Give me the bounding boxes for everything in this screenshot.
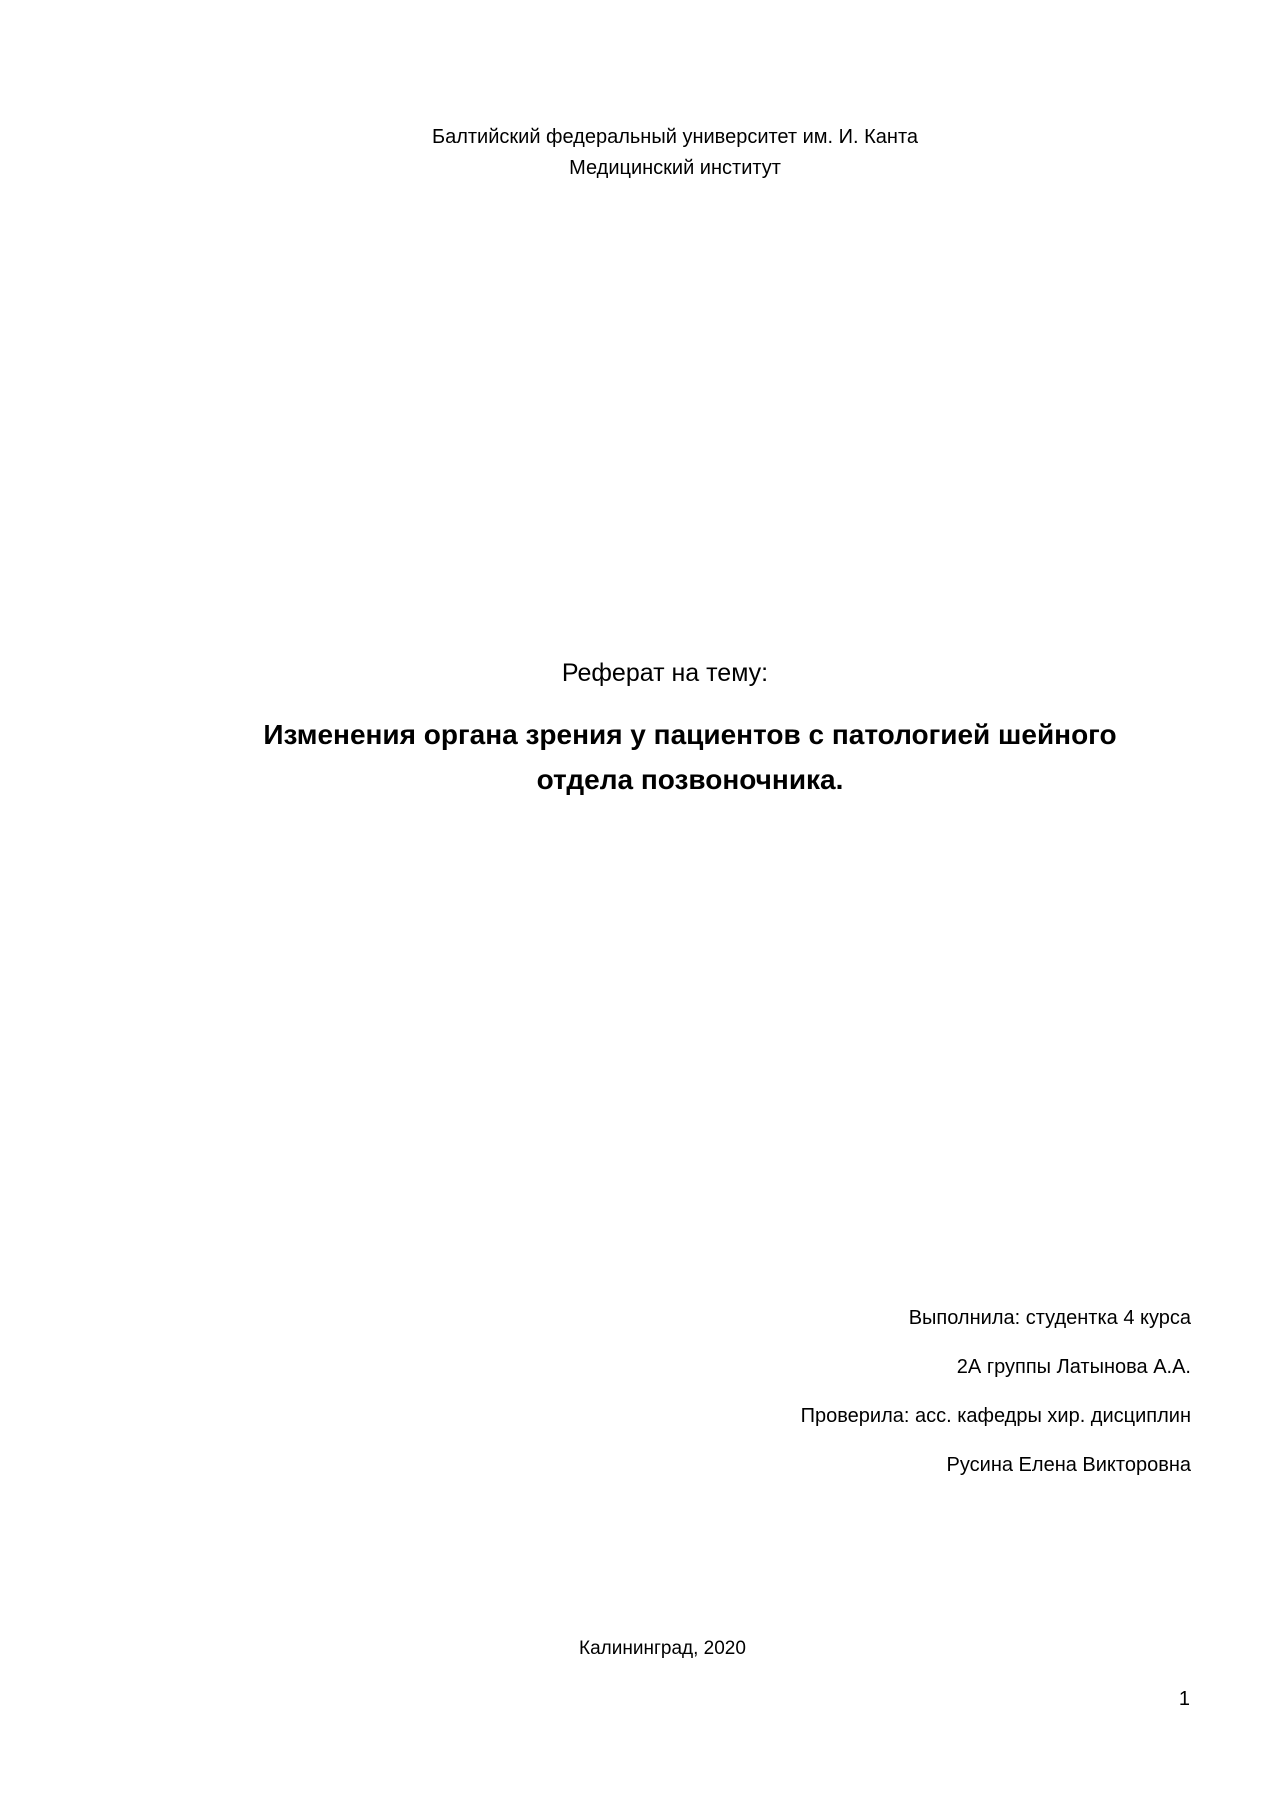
author-line-1: Выполнила: студентка 4 курса: [908, 1307, 1191, 1329]
reviewer-line-1: Проверила: асс. кафедры хир. дисциплин: [800, 1405, 1191, 1427]
title-line-2: отдела позвоночника.: [536, 764, 844, 795]
page-header: [0, 122, 1280, 184]
page-number: 1: [1178, 1688, 1190, 1710]
subject-label: Реферат на тему:: [561, 659, 769, 687]
author-block: [491, 1305, 1191, 1501]
city-year: Калининград, 2020: [579, 1638, 746, 1659]
reviewer-line-2: Русина Елена Викторовна: [946, 1454, 1191, 1476]
university-name: Балтийский федеральный университет им. И. Канта: [431, 126, 919, 148]
document-title: [210, 712, 1170, 802]
institute-name: Медицинский институт: [569, 157, 781, 179]
author-line-2: 2А группы Латынова А.А.: [956, 1356, 1191, 1378]
title-line-1: Изменения органа зрения у пациентов с патологией шейного: [263, 719, 1117, 750]
